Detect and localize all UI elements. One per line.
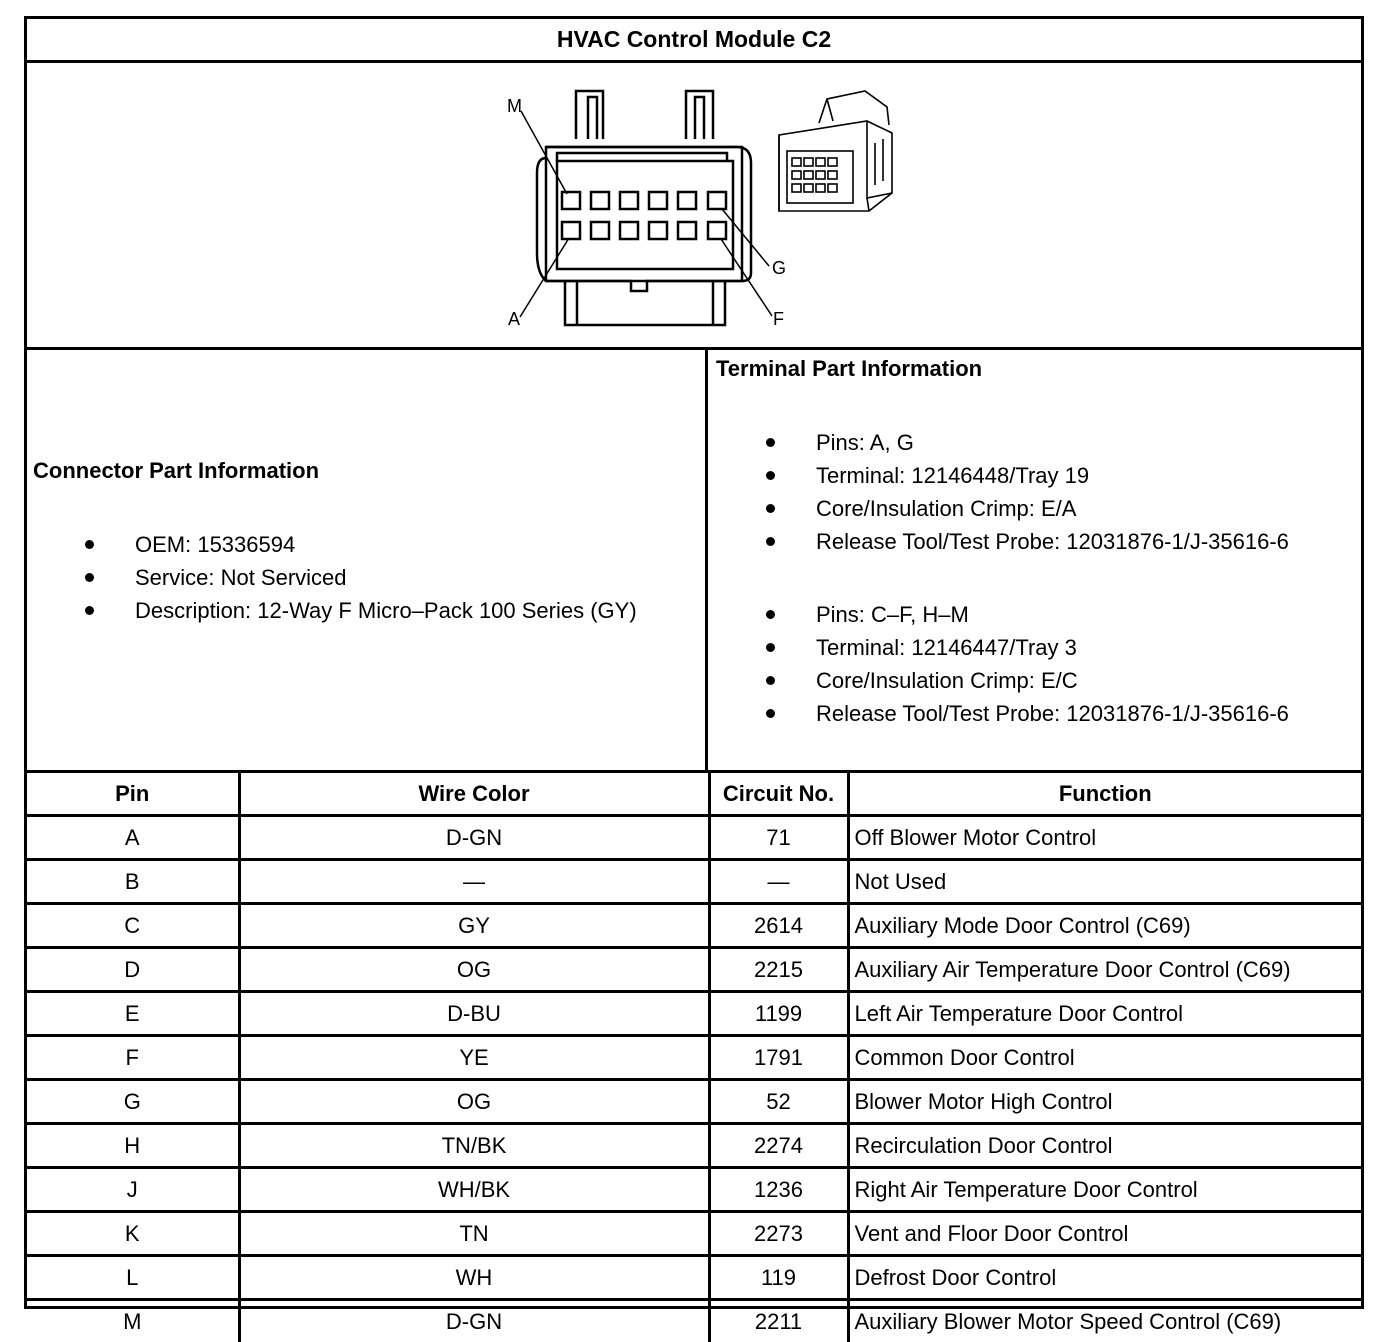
cell-wire-color: TN/BK bbox=[239, 1124, 709, 1168]
table-row bbox=[27, 816, 1361, 860]
cell-function: Auxiliary Mode Door Control (C69) bbox=[848, 904, 1361, 948]
bullet-icon bbox=[766, 676, 775, 685]
cell-function: Defrost Door Control bbox=[848, 1256, 1361, 1300]
cell-function: Off Blower Motor Control bbox=[848, 816, 1361, 860]
cell-circuit: 52 bbox=[709, 1080, 848, 1124]
pin-cavities bbox=[562, 192, 726, 239]
cell-pin: A bbox=[27, 816, 239, 860]
connector-isometric-view bbox=[779, 91, 892, 211]
page-title bbox=[27, 19, 1361, 63]
header-function: Function bbox=[848, 773, 1361, 816]
pin-label-a: A bbox=[508, 309, 520, 329]
terminal-part-info-heading: Terminal Part Information bbox=[716, 356, 982, 382]
cell-wire-color: — bbox=[239, 860, 709, 904]
bullet-icon bbox=[766, 643, 775, 652]
part-information-panel bbox=[27, 350, 1361, 773]
cell-wire-color: YE bbox=[239, 1036, 709, 1080]
table-row bbox=[27, 1212, 1361, 1256]
bullet-icon bbox=[766, 504, 775, 513]
cell-wire-color: D-GN bbox=[239, 816, 709, 860]
cell-wire-color: D-GN bbox=[239, 1300, 709, 1342]
table-row bbox=[27, 992, 1361, 1036]
cell-pin: J bbox=[27, 1168, 239, 1212]
bullet-icon bbox=[85, 606, 94, 615]
cell-pin: K bbox=[27, 1212, 239, 1256]
table-row bbox=[27, 1256, 1361, 1300]
cell-wire-color: WH bbox=[239, 1256, 709, 1300]
header-wire-color: Wire Color bbox=[239, 773, 709, 816]
connector-face-diagram bbox=[27, 63, 1361, 347]
cell-circuit: 2273 bbox=[709, 1212, 848, 1256]
cell-wire-color: WH/BK bbox=[239, 1168, 709, 1212]
cell-circuit: 2614 bbox=[709, 904, 848, 948]
pin-label-f: F bbox=[773, 309, 784, 329]
cell-circuit: 1199 bbox=[709, 992, 848, 1036]
cell-circuit: 1236 bbox=[709, 1168, 848, 1212]
page-title-text: HVAC Control Module C2 bbox=[557, 26, 831, 53]
bullet-icon bbox=[766, 610, 775, 619]
connector-sheet bbox=[24, 16, 1364, 1309]
table-header-row bbox=[27, 773, 1361, 816]
table-row bbox=[27, 1300, 1361, 1342]
cell-function: Auxiliary Blower Motor Speed Control (C69) bbox=[848, 1300, 1361, 1342]
cell-wire-color: OG bbox=[239, 1080, 709, 1124]
cell-circuit: 71 bbox=[709, 816, 848, 860]
cell-function: Auxiliary Air Temperature Door Control (C69) bbox=[848, 948, 1361, 992]
connector-part-info: Connector Part Information OEM: 15336594 Service: Not Serviced Description: 12-Way F Micro–Pack 100 Series (GY) bbox=[27, 350, 708, 770]
cell-pin: L bbox=[27, 1256, 239, 1300]
table-row bbox=[27, 1124, 1361, 1168]
cell-wire-color: TN bbox=[239, 1212, 709, 1256]
table-row bbox=[27, 1168, 1361, 1212]
cell-circuit: 2274 bbox=[709, 1124, 848, 1168]
cell-pin: G bbox=[27, 1080, 239, 1124]
table-row bbox=[27, 904, 1361, 948]
bullet-icon bbox=[85, 573, 94, 582]
cell-pin: D bbox=[27, 948, 239, 992]
cell-function: Not Used bbox=[848, 860, 1361, 904]
table-row bbox=[27, 1036, 1361, 1080]
pin-label-m: M bbox=[507, 96, 522, 116]
cell-circuit: 119 bbox=[709, 1256, 848, 1300]
connector-diagram-panel bbox=[27, 63, 1361, 350]
header-pin: Pin bbox=[27, 773, 239, 816]
bullet-icon bbox=[766, 438, 775, 447]
bullet-icon bbox=[766, 471, 775, 480]
cell-pin: H bbox=[27, 1124, 239, 1168]
cell-function: Left Air Temperature Door Control bbox=[848, 992, 1361, 1036]
connector-part-info-heading: Connector Part Information bbox=[33, 458, 319, 484]
cell-function: Right Air Temperature Door Control bbox=[848, 1168, 1361, 1212]
cell-pin: F bbox=[27, 1036, 239, 1080]
pinout-table bbox=[27, 773, 1361, 1342]
cell-function: Vent and Floor Door Control bbox=[848, 1212, 1361, 1256]
cell-circuit: 2211 bbox=[709, 1300, 848, 1342]
cell-pin: B bbox=[27, 860, 239, 904]
cell-circuit: 1791 bbox=[709, 1036, 848, 1080]
cell-pin: C bbox=[27, 904, 239, 948]
cell-function: Common Door Control bbox=[848, 1036, 1361, 1080]
cell-wire-color: D-BU bbox=[239, 992, 709, 1036]
table-row bbox=[27, 948, 1361, 992]
cell-wire-color: GY bbox=[239, 904, 709, 948]
table-row bbox=[27, 860, 1361, 904]
cell-pin: E bbox=[27, 992, 239, 1036]
terminal-part-info: Terminal Part Information Pins: A, G Terminal: 12146448/Tray 19 Core/Insulation Crimp: E/A Release Tool/Test Probe: 12031876-1/J-35616-6 Pins: C–F, H–M Terminal: 12146447/Tray 3 Core/Insulation Crimp: E/C Release Tool/Test Probe: 12031876-1/J-35616-6 bbox=[708, 350, 1361, 770]
pin-label-g: G bbox=[772, 258, 786, 278]
cell-function: Recirculation Door Control bbox=[848, 1124, 1361, 1168]
header-circuit-no: Circuit No. bbox=[709, 773, 848, 816]
table-row bbox=[27, 1080, 1361, 1124]
cell-circuit: — bbox=[709, 860, 848, 904]
bullet-icon bbox=[85, 540, 94, 549]
cell-function: Blower Motor High Control bbox=[848, 1080, 1361, 1124]
cell-pin: M bbox=[27, 1300, 239, 1342]
bullet-icon bbox=[766, 709, 775, 718]
bullet-icon bbox=[766, 537, 775, 546]
cell-wire-color: OG bbox=[239, 948, 709, 992]
cell-circuit: 2215 bbox=[709, 948, 848, 992]
